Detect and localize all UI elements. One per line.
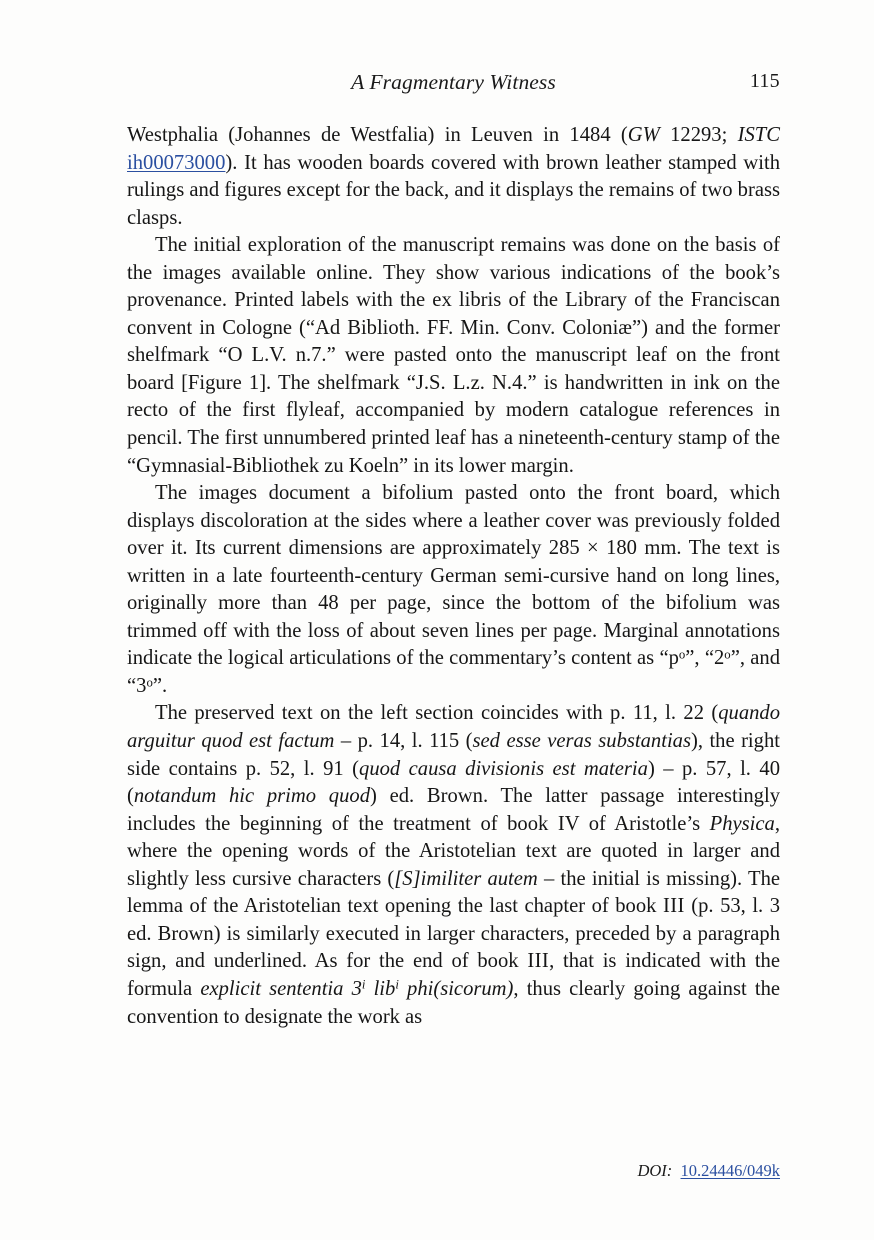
work-title-physica: Physica bbox=[709, 812, 775, 835]
p3-degree-3: o bbox=[146, 675, 153, 690]
p1-segment-d: ). It has wooden boards covered with brown leather stamped with rulings and figures except for the back, and it displays the remains of two brass clasps. bbox=[127, 151, 780, 229]
p3-segment-b: ”, “2 bbox=[685, 647, 725, 670]
p4-segment-j: , thus clearly going against the convention to designate the work as bbox=[127, 977, 781, 1028]
latin-quote-3: quod causa divisionis est materia bbox=[359, 757, 648, 780]
p3-degree-1: o bbox=[678, 647, 686, 662]
gw-abbreviation: GW bbox=[627, 124, 660, 146]
doi-link[interactable]: 10.24446/049k bbox=[680, 1161, 780, 1180]
p3-segment-d: ”. bbox=[152, 674, 168, 697]
body-text bbox=[127, 122, 780, 1031]
paragraph-1 bbox=[127, 122, 780, 232]
book-numeral-1: III bbox=[662, 895, 685, 918]
book-numeral-2: III bbox=[527, 950, 550, 973]
p4-segment-e: ) ed. Brown. The latter passage interestingly includes the beginning of the treatment of book IV of Aristotle’s bbox=[127, 785, 780, 835]
p3-degree-2: o bbox=[724, 647, 731, 662]
doi-label: DOI: bbox=[637, 1161, 673, 1180]
paragraph-4 bbox=[127, 700, 780, 1031]
latin-formula-part-1: explicit sententia 3 bbox=[200, 977, 362, 1000]
istc-record-link[interactable]: ih00073000 bbox=[127, 151, 226, 174]
superscript-i-2: i bbox=[395, 977, 399, 992]
p4-segment-b: – p. 14, l. 115 ( bbox=[334, 730, 473, 753]
p2-text: The initial exploration of the manuscript remains was done on the basis of the images available online. They show various indications of the book’s provenance. Printed labels with the ex libris of the Library of the Franciscan convent in Cologne (“Ad Biblioth. FF. Min. Conv. Coloniæ”) and the former shelfmark “O L.V. n.7.” were pasted onto the manuscript leaf on the front board [Figure 1]. The shelfmark “J.S. L.z. N.4.” is handwritten in ink on the recto of the first flyleaf, accompanied by modern catalogue references in pencil. The first unnumbered printed leaf has a nineteenth-century stamp of the “Gymnasial-Bibliothek zu Koeln” in its lower margin. bbox=[127, 234, 780, 477]
p4-segment-c: ), the right side contains p. 52, l. 91 ( bbox=[127, 730, 780, 780]
p4-segment-i: , that is indicated with the formula bbox=[127, 950, 780, 1000]
doi-footer bbox=[127, 1161, 780, 1181]
latin-quote-1: quando arguitur quod est factum bbox=[127, 702, 780, 753]
p3-segment-c: ”, and “3 bbox=[127, 647, 780, 697]
paragraph-2 bbox=[127, 232, 780, 480]
p1-segment-a: Westphalia (Johannes de Westfalia) in Leuven in 1484 ( bbox=[127, 124, 628, 146]
latin-quote-4: notandum hic primo quod bbox=[133, 785, 370, 808]
istc-abbreviation: ISTC bbox=[737, 124, 780, 146]
latin-formula-part-2: lib bbox=[365, 977, 396, 1000]
p4-segment-d: ) – p. 57, l. 40 ( bbox=[127, 757, 780, 808]
p4-segment-h: (p. 53, l. 3 ed. Brown) is similarly executed in larger characters, preceded by a paragraph sign, and underlined. As for the end of book bbox=[127, 895, 780, 973]
p4-segment-f: , where the opening words of the Aristotelian text are quoted in larger and slightly less cursive characters ( bbox=[127, 812, 780, 890]
p4-segment-a: The preserved text on the left section coincides with p. 11, l. 22 ( bbox=[155, 702, 719, 725]
latin-quote-2: sed esse veras substantias bbox=[472, 730, 691, 753]
running-head-title: A Fragmentary Witness bbox=[351, 70, 556, 94]
running-head bbox=[127, 70, 780, 98]
p3-segment-a: The images document a bifolium pasted onto the front board, which displays discoloration at the sides where a leather cover was previously folded over it. Its current dimensions are approximately 285 × 180 mm. The text is written in a late fourteenth-century German semi-cursive hand on long lines, originally more than 48 per page, since the bottom of the bifolium was trimmed off with the loss of about seven lines per page. Marginal annotations indicate the logical articulations of the commentary’s content as “p bbox=[127, 482, 780, 670]
p1-segment-b: 12293; bbox=[659, 124, 738, 146]
superscript-i-1: i bbox=[361, 977, 366, 992]
p4-segment-g: – the initial is missing). The lemma of the Aristotelian text opening the last chapter of book bbox=[127, 867, 781, 918]
latin-formula-part-3: phi(sicorum) bbox=[398, 977, 514, 1000]
page-number: 115 bbox=[749, 70, 780, 92]
paragraph-3 bbox=[127, 480, 780, 700]
latin-quote-5: [S]imiliter autem bbox=[394, 867, 538, 890]
